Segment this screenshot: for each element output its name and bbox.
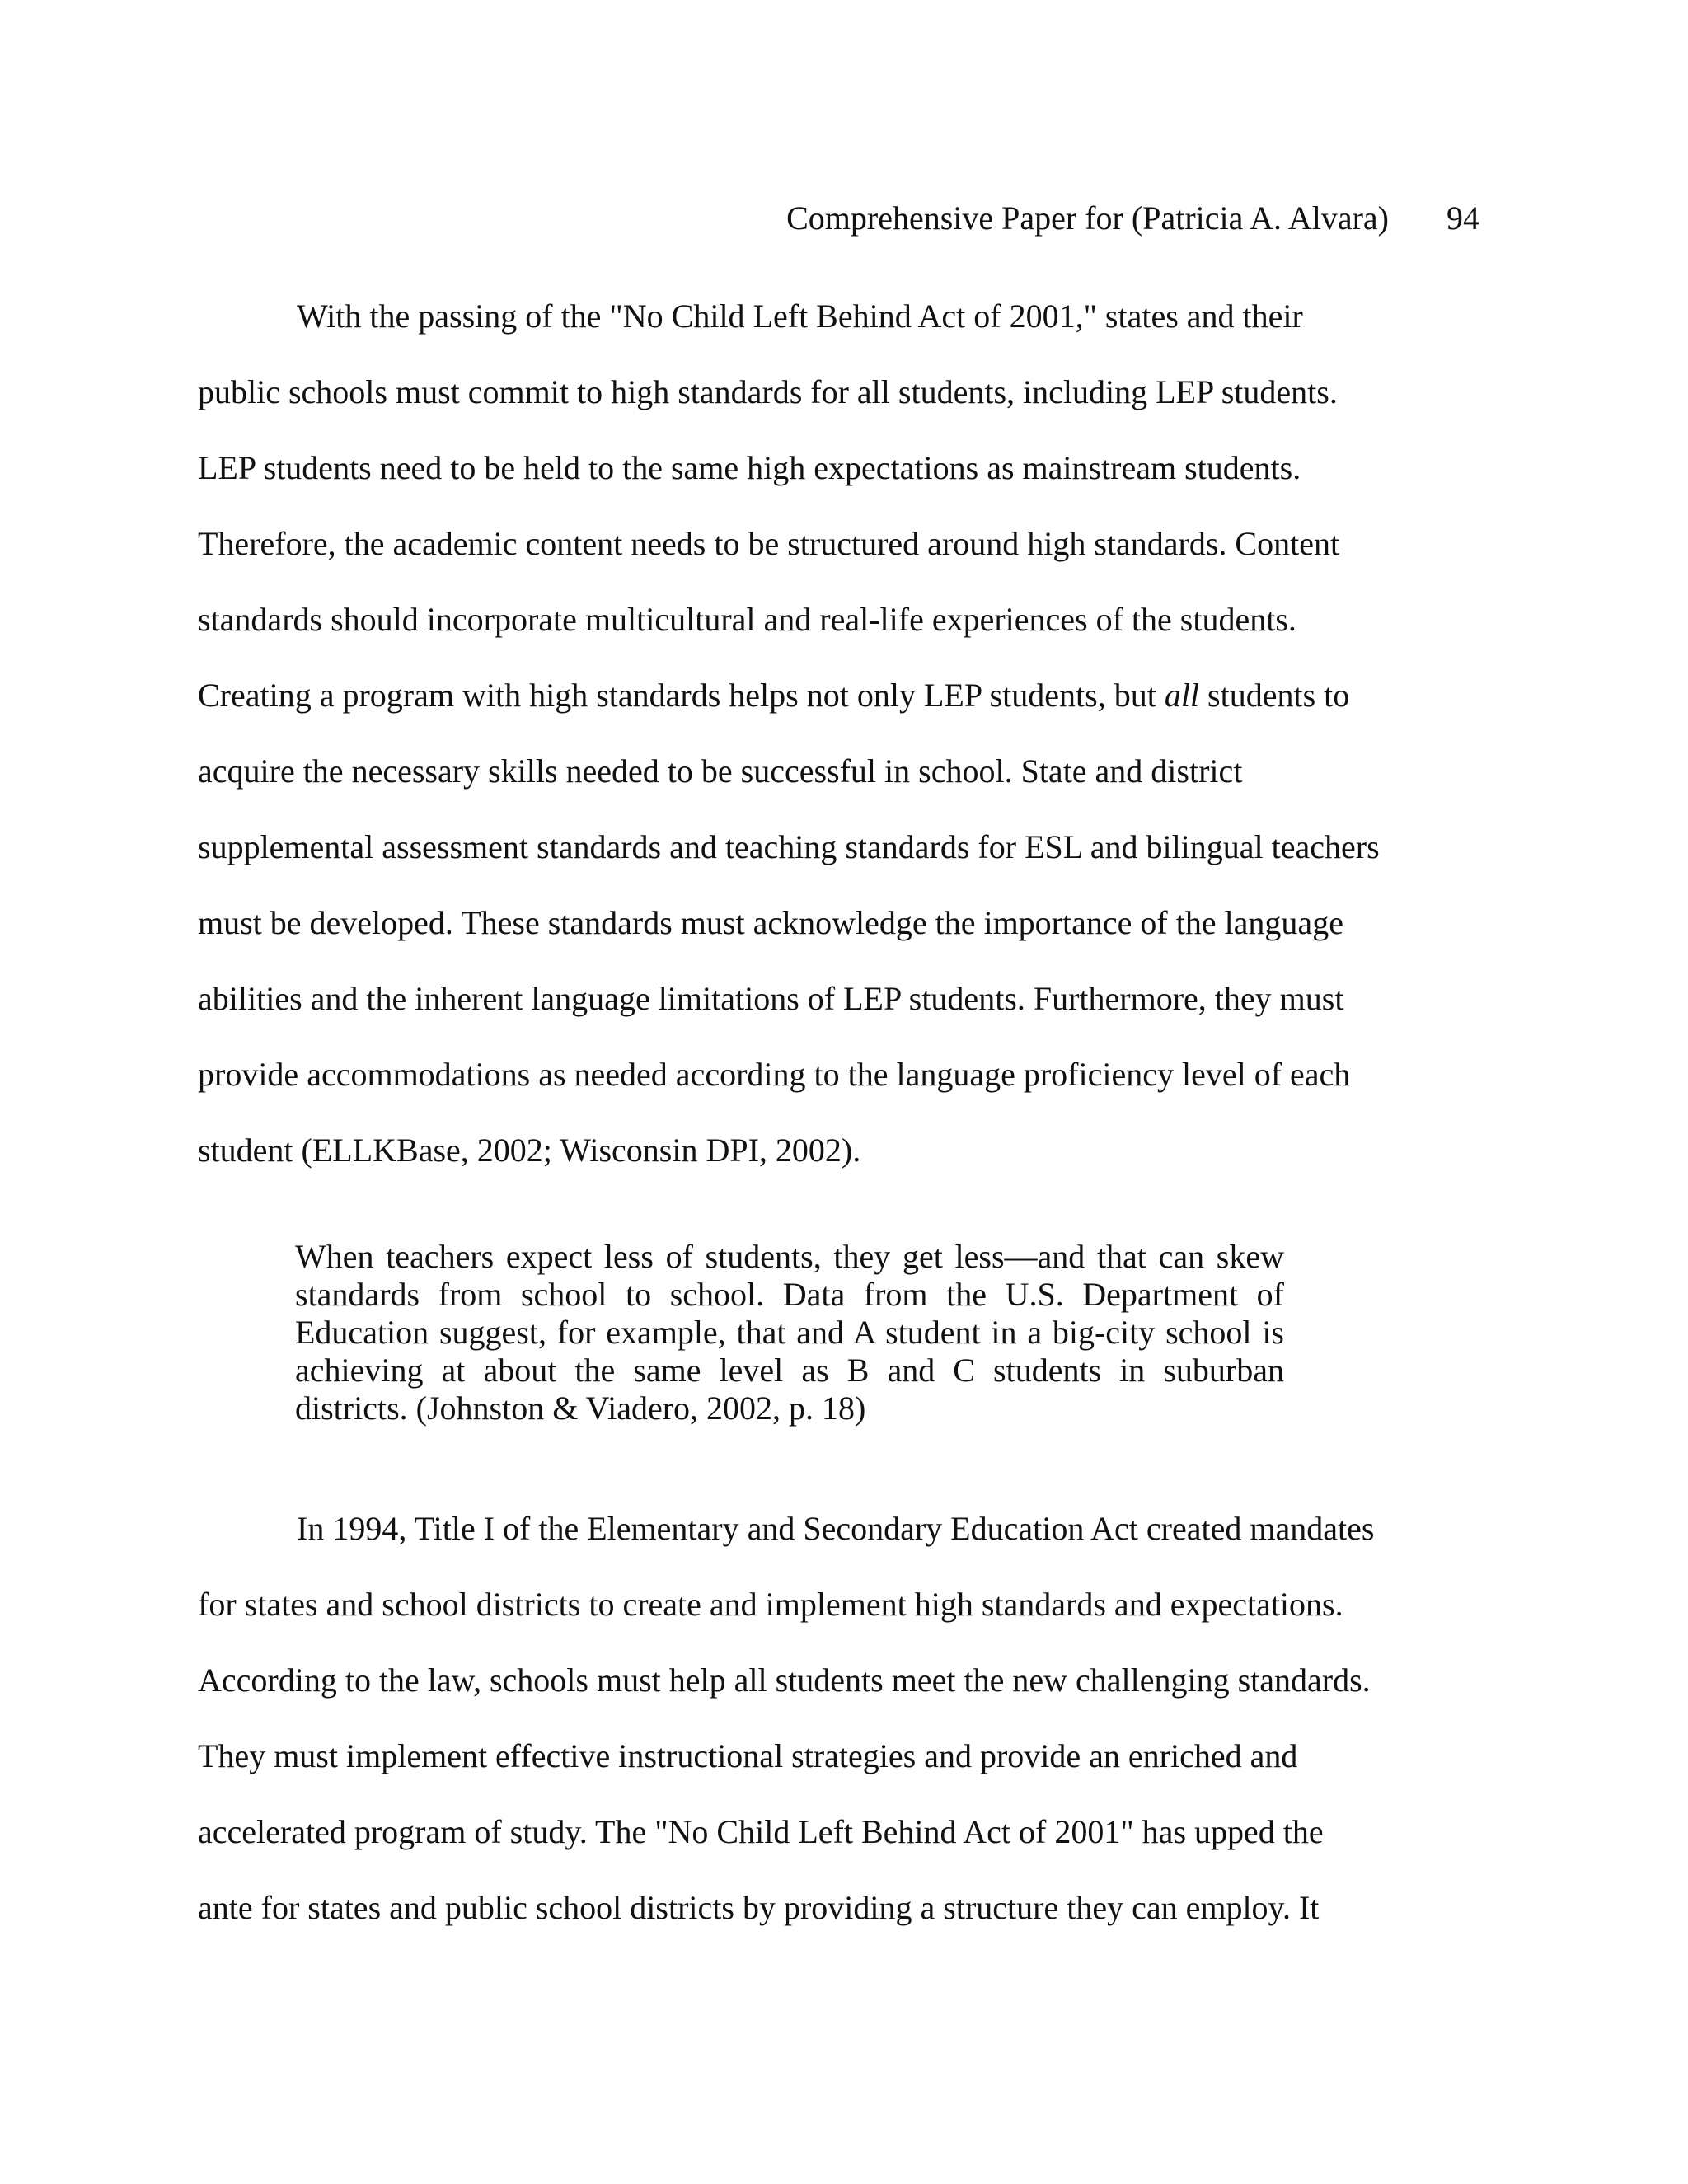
paragraph-line: for states and school districts to create and implement high standards and expectations. bbox=[198, 1586, 1343, 1623]
emphasis-text: all bbox=[1164, 677, 1200, 714]
paragraph-line: provide accommodations as needed according to the language proficiency level of each bbox=[198, 1056, 1351, 1093]
paragraph-line: supplemental assessment standards and teaching standards for ESL and bilingual teachers bbox=[198, 828, 1380, 865]
paragraph-line: LEP students need to be held to the same high expectations as mainstream students. bbox=[198, 449, 1301, 486]
paragraph-line: With the passing of the "No Child Left Behind Act of 2001," states and their bbox=[297, 298, 1303, 335]
running-head bbox=[198, 198, 1479, 239]
paragraph-line: Therefore, the academic content needs to be structured around high standards. Content bbox=[198, 525, 1340, 562]
line-text: Creating a program with high standards helps not only LEP students, but bbox=[198, 677, 1165, 714]
paragraph-line: public schools must commit to high standards for all students, including LEP students. bbox=[198, 373, 1338, 410]
quote-line: districts. (Johnston & Viadero, 2002, p. 18) bbox=[295, 1390, 866, 1427]
paragraph-1 bbox=[198, 292, 1409, 1202]
page-number: 94 bbox=[1447, 199, 1479, 237]
paragraph-line: According to the law, schools must help all students meet the new challenging standards. bbox=[198, 1661, 1371, 1699]
block-quote bbox=[295, 1238, 1284, 1427]
paragraph-line: accelerated program of study. The "No Child Left Behind Act of 2001" has upped the bbox=[198, 1813, 1324, 1850]
quote-line: Education suggest, for example, that and A student in a big-city school is bbox=[295, 1314, 1284, 1351]
paragraph-line: ante for states and public school districts by providing a structure they can employ. It bbox=[198, 1889, 1320, 1926]
paragraph-line: standards should incorporate multicultural and real-life experiences of the students. bbox=[198, 601, 1296, 638]
quote-line: standards from school to school. Data from the U.S. Department of bbox=[295, 1276, 1284, 1313]
line-text: students to bbox=[1199, 677, 1350, 714]
paragraph-line: student (ELLKBase, 2002; Wisconsin DPI, 2002). bbox=[198, 1132, 861, 1169]
paragraph-line: In 1994, Title I of the Elementary and Secondary Education Act created mandates bbox=[297, 1510, 1375, 1547]
paragraph-2 bbox=[198, 1504, 1409, 1959]
quote-line: When teachers expect less of students, they get less—and that can skew bbox=[295, 1238, 1284, 1275]
paragraph-line bbox=[198, 671, 1409, 747]
paragraph-line: They must implement effective instructional strategies and provide an enriched and bbox=[198, 1737, 1298, 1774]
paragraph-line: must be developed. These standards must acknowledge the importance of the language bbox=[198, 904, 1343, 941]
paragraph-line: abilities and the inherent language limitations of LEP students. Furthermore, they must bbox=[198, 980, 1344, 1017]
paragraph-line: acquire the necessary skills needed to be successful in school. State and district bbox=[198, 752, 1243, 790]
running-head-title: Comprehensive Paper for (Patricia A. Alvara) bbox=[786, 199, 1389, 237]
quote-line: achieving at about the same level as B and C students in suburban bbox=[295, 1352, 1284, 1389]
